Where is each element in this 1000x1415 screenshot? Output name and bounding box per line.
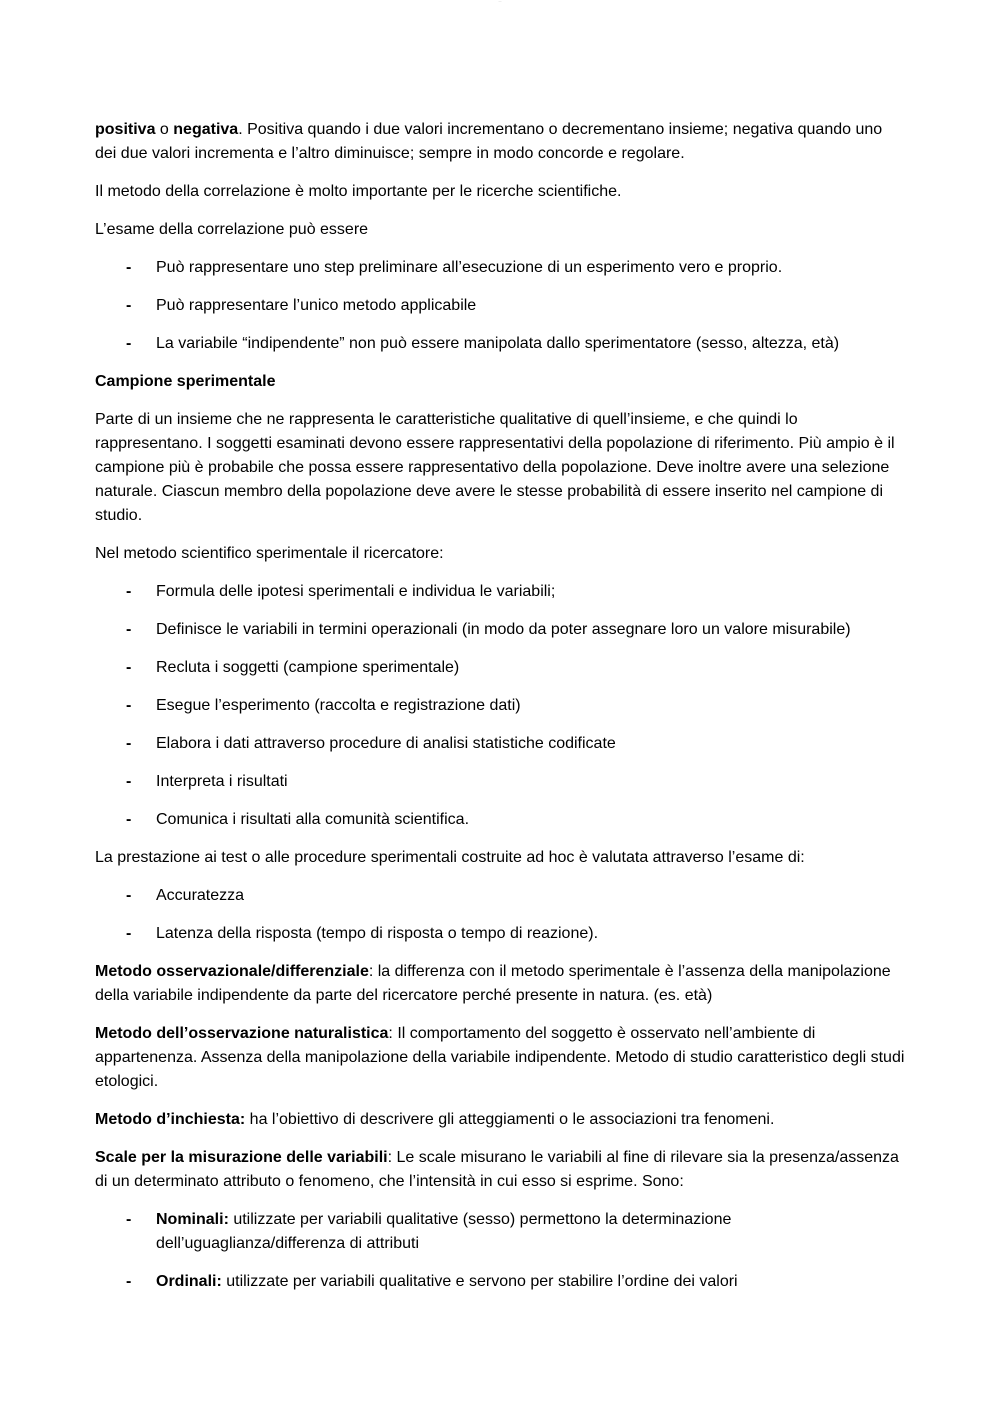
paragraph-correlation-importance: Il metodo della correlazione è molto importante per le ricerche scientifiche. xyxy=(95,183,622,200)
list-item: - Definisce le variabili in termini operazionali (in modo da poter assegnare loro un valore misurabile) xyxy=(126,621,851,638)
list-item: - Recluta i soggetti (campione sperimentale) xyxy=(126,659,460,676)
list-correlation xyxy=(95,256,905,356)
list-item: - Ordinali: utilizzate per variabili qualitative e servono per stabilire l’ordine dei valori xyxy=(126,1273,738,1290)
list-item: - Può rappresentare l’unico metodo applicabile xyxy=(126,297,477,314)
list-prestazione xyxy=(95,884,905,946)
paragraph-correlation-sign: positiva o negativa. Positiva quando i due valori incrementano o decrementano insieme; negativa quando uno dei due valori incrementa e l’altro diminuisce; sempre in modo concorde e regolare. xyxy=(95,121,883,162)
bold-positiva: positiva xyxy=(95,121,156,138)
list-item: - Esegue l’esperimento (raccolta e registrazione dati) xyxy=(126,697,521,714)
list-item: - Elabora i dati attraverso procedure di analisi statistiche codificate xyxy=(126,735,616,752)
paragraph-osservazione-naturalistica: Metodo dell’osservazione naturalistica: Il comportamento del soggetto è osservato nell’ambiente di appartenenza. Assenza della manipolazione della variabile indipendente. Metodo di studio caratteristico degli studi etologici. xyxy=(95,1025,905,1090)
heading-campione-sperimentale: Campione sperimentale xyxy=(95,373,276,390)
paragraph-prestazione: La prestazione ai test o alle procedure sperimentali costruite ad hoc è valutata attraverso l’esame di: xyxy=(95,849,805,866)
list-item: - Accuratezza xyxy=(126,887,245,904)
list-item: - Interpreta i risultati xyxy=(126,773,288,790)
paragraph-campione: Parte di un insieme che ne rappresenta le caratteristiche qualitative di quell’insieme, e che quindi lo rappresentano. I soggetti esaminati devono essere rappresentativi della popolazione di riferimento. Più ampio è il campione più è probabile che possa essere rappresentativo della popolazione. Deve inoltre avere una selezione naturale. Ciascun membro della popolazione deve avere le stesse probabilità di essere inserito nel campione di studio. xyxy=(95,411,895,524)
list-ricercatore xyxy=(95,580,905,832)
paragraph-correlation-exam: L’esame della correlazione può essere xyxy=(95,221,369,238)
list-scale xyxy=(95,1208,905,1294)
paragraph-metodo-scientifico: Nel metodo scientifico sperimentale il ricercatore: xyxy=(95,545,444,562)
list-item: - Comunica i risultati alla comunità scientifica. xyxy=(126,811,470,828)
paragraph-scale-misurazione: Scale per la misurazione delle variabili: Le scale misurano le variabili al fine di rilevare sia la presenza/assenza di un determinato attributo o fenomeno, che l’intensità in cui esso si esprime. Sono: xyxy=(95,1149,899,1190)
list-item: - Nominali: utilizzate per variabili qualitative (sesso) permettono la determinazione dell’uguaglianza/differenza di attributi xyxy=(126,1211,732,1252)
document-body xyxy=(95,118,905,1308)
paragraph-metodo-inchiesta: Metodo d’inchiesta: ha l’obiettivo di descrivere gli atteggiamenti o le associazioni tra fenomeni. xyxy=(95,1111,775,1128)
header-mark: — xyxy=(498,0,502,3)
list-item: - Latenza della risposta (tempo di risposta o tempo di reazione). xyxy=(126,925,599,942)
list-item: - Può rappresentare uno step preliminare all’esecuzione di un esperimento vero e proprio. xyxy=(126,259,783,276)
list-item: - Formula delle ipotesi sperimentali e individua le variabili; xyxy=(126,583,556,600)
list-item: - La variabile “indipendente” non può essere manipolata dallo sperimentatore (sesso, altezza, età) xyxy=(126,335,840,352)
paragraph-metodo-osservazionale: Metodo osservazionale/differenziale: la differenza con il metodo sperimentale è l’assenza della manipolazione della variabile indipendente da parte del ricercatore perché presente in natura. (es. età) xyxy=(95,963,891,1004)
bold-negativa: negativa xyxy=(173,121,239,138)
